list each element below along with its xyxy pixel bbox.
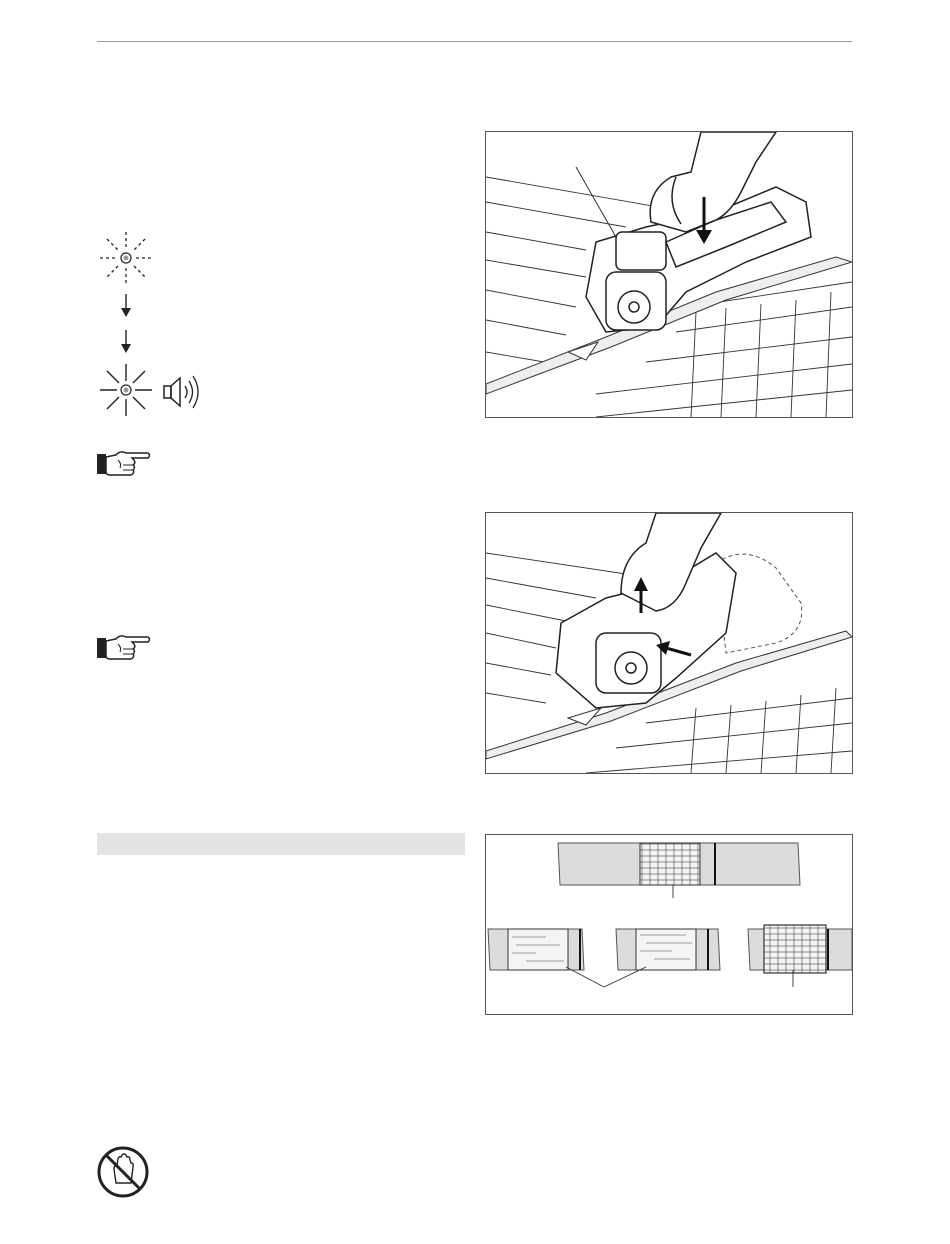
pointing-hand-icon [96, 448, 152, 478]
steady-led-icon [98, 362, 154, 418]
section-heading-bar [97, 833, 465, 855]
tool-tensioning-figure [485, 131, 853, 418]
header-rule [97, 41, 852, 42]
no-gloves-icon [96, 1145, 150, 1199]
arrow-down-icon [118, 330, 134, 354]
arrow-down-icon [118, 294, 134, 318]
loudspeaker-icon [160, 372, 206, 412]
weld-seal-quality-figure [485, 834, 853, 1015]
pointing-hand-icon [96, 632, 152, 662]
tool-removal-figure [485, 512, 853, 774]
blinking-led-icon [98, 230, 154, 286]
